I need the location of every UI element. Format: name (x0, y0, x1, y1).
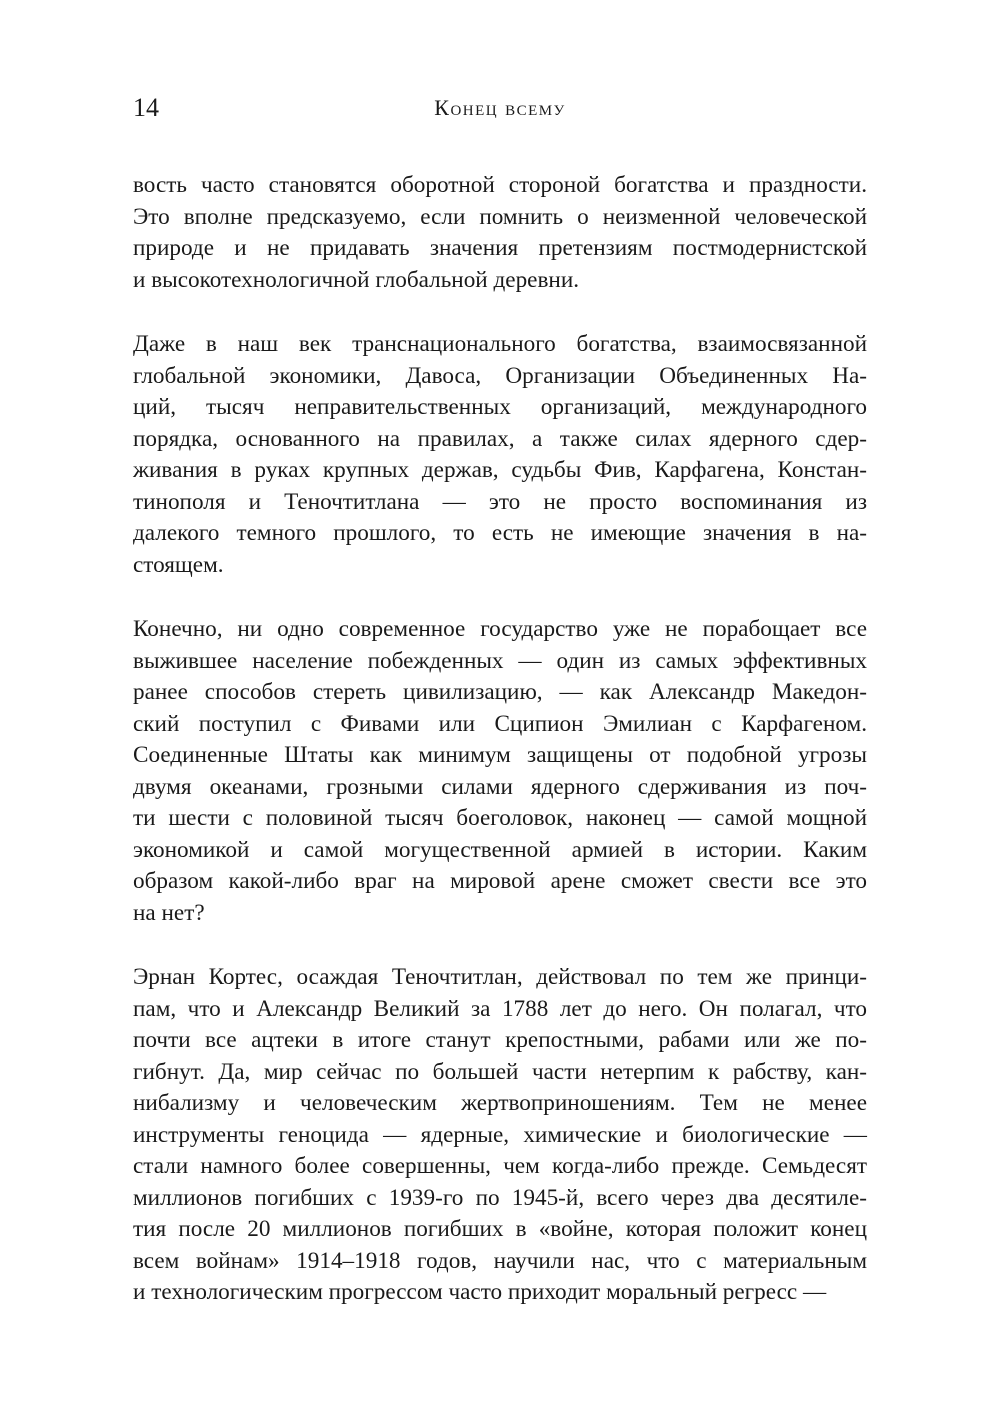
text-line: тия после 20 миллионов погибших в «войне, которая положит конец (133, 1216, 867, 1242)
text-line: на нет? (133, 899, 205, 926)
text-line: ский поступил с Фивами или Сципион Эмилиан с Карфагеном. (133, 710, 867, 737)
text-line: инструменты геноцида — ядерные, химические и биологические — (133, 1121, 867, 1148)
text-line: двумя океанами, грозными силами ядерного сдерживания из поч- (133, 773, 867, 800)
text-line: нибализму и человеческим жертвоприношениям. Тем не менее (133, 1090, 867, 1116)
text-line: Даже в наш век транснационального богатства, взаимосвязанной (133, 331, 867, 357)
running-head (133, 88, 867, 128)
text-line: ранее способов стереть цивилизацию, — как Александр Македон- (133, 679, 867, 705)
text-line: всем войнам» 1914–1918 годов, научили нас, что с материальным (133, 1247, 867, 1274)
body-text (133, 170, 867, 1342)
text-line: пам, что и Александр Великий за 1788 лет до него. Он полагал, что (133, 995, 867, 1022)
text-line: и технологическим прогрессом часто приходит моральный регресс — (133, 1279, 827, 1305)
text-line: далекого темного прошлого, то есть не имеющие значения в на- (133, 520, 867, 546)
text-line: ций, тысяч неправительственных организаций, международного (133, 394, 867, 420)
text-line: гибнут. Да, мир сейчас по большей части нетерпим к рабству, кан- (133, 1058, 867, 1085)
text-line: выжившее население побежденных — один из самых эффективных (133, 647, 867, 674)
text-line: живания в руках крупных держав, судьбы Фив, Карфагена, Констан- (133, 457, 867, 483)
text-line: Конечно, ни одно современное государство уже не порабощает все (133, 616, 867, 642)
text-line: ти шести с половиной тысяч боеголовок, наконец — самой мощной (133, 805, 867, 831)
text-line: образом какой-либо враг на мировой арене сможет свести все это (133, 868, 867, 894)
text-line: Соединенные Штаты как минимум защищены от подобной угрозы (133, 742, 867, 768)
paragraph (133, 614, 867, 929)
text-line: порядка, основанного на правилах, а также силах ядерного сдер- (133, 425, 867, 452)
text-line: стали намного более совершенны, чем когда-либо прежде. Семьдесят (133, 1153, 867, 1179)
text-line: миллионов погибших с 1939-го по 1945-й, всего через два десятиле- (133, 1184, 867, 1211)
running-title: Конец всему (434, 95, 566, 120)
paragraph (133, 962, 867, 1309)
text-line: глобальной экономики, Давоса, Организации Объединенных На- (133, 362, 867, 389)
text-line: Это вполне предсказуемо, если помнить о неизменной человеческой (133, 203, 867, 230)
text-line: и высокотехнологичной глобальной деревни. (133, 266, 580, 293)
text-line: природе и не придавать значения претензиям постмодернистской (133, 235, 867, 261)
text-line: Эрнан Кортес, осаждая Теночтитлан, действовал по тем же принци- (133, 964, 867, 990)
page-number: 14 (133, 93, 159, 122)
paragraph (133, 170, 867, 296)
text-line: экономикой и самой могущественной армией в истории. Каким (133, 836, 867, 863)
text-line: вость часто становятся оборотной стороной богатства и праздности. (133, 172, 867, 198)
text-line: стоящем. (133, 551, 224, 578)
paragraph (133, 329, 867, 581)
text-line: тинополя и Теночтитлана — это не просто воспоминания из (133, 488, 867, 515)
text-line: почти все ацтеки в итоге станут крепостными, рабами или же по- (133, 1027, 867, 1053)
